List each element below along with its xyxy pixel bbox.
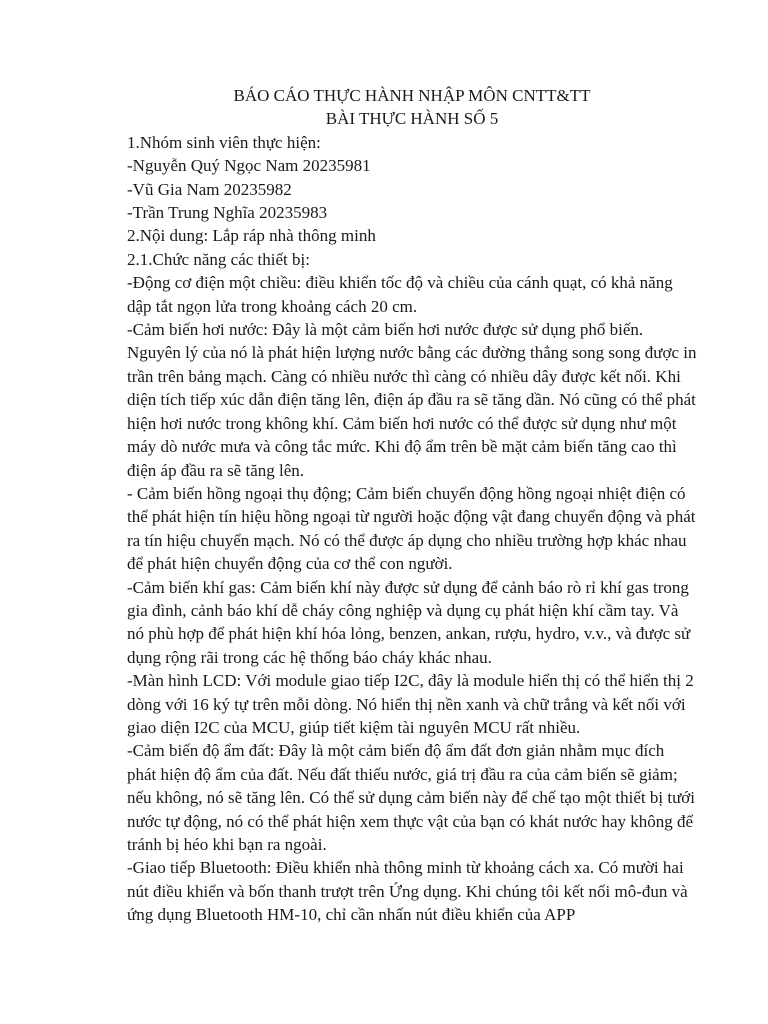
subsection-heading: 2.1.Chức năng các thiết bị: (127, 249, 310, 269)
paragraph-lcd: -Màn hình LCD: Với module giao tiếp I2C, đây là module hiển thị có thể hiển thị 2 dòng với 16 ký tự trên mỗi dòng. Nó hiển thị nền xanh và chữ trắng và kết nối với giao diện I2C của MCU, giúp tiết kiệm tài nguyên MCU rất nhiều. (127, 671, 694, 737)
paragraph-soil-sensor: -Cảm biến độ ẩm đất: Đây là một cảm biến độ ẩm đất đơn giản nhằm mục đích phát hiện độ ẩm của đất. Nếu đất thiếu nước, giá trị đầu ra của cảm biến sẽ giảm; nếu không, nó sẽ tăng lên. Có thể sử dụng cảm biến này để chế tạo một thiết bị tưới nước tự động, nó có thể phát hiện xem thực vật của bạn có khát nước hay không để tránh bị héo khi bạn ra ngoài. (127, 741, 695, 854)
paragraph-dc-motor: -Động cơ điện một chiều: điều khiển tốc độ và chiều của cánh quạt, có khả năng dập tắt ngọn lửa trong khoảng cách 20 cm. (127, 273, 673, 316)
paragraph-pir-sensor: - Cảm biến hồng ngoại thụ động; Cảm biến chuyển động hồng ngoại nhiệt điện có thể phát hiện tín hiệu hồng ngoại từ người hoặc động vật đang chuyển động và phát ra tín hiệu chuyển mạch. Nó có thể được áp dụng cho nhiều trường hợp khác nhau để phát hiện chuyển động của cơ thể con người. (127, 483, 696, 574)
member-item: -Nguyễn Quý Ngọc Nam 20235981 (127, 156, 371, 176)
paragraph-bluetooth: -Giao tiếp Bluetooth: Điều khiển nhà thông minh từ khoảng cách xa. Có mười hai nút điều khiển và bốn thanh trượt trên Ứng dụng. Khi chúng tôi kết nối mô-đun và ứng dụng Bluetooth HM-10, chỉ cần nhấn nút điều khiển của APP (127, 858, 688, 925)
member-item: -Trần Trung Nghĩa 20235983 (127, 203, 328, 223)
section-content-heading: 2.Nội dung: Lắp ráp nhà thông minh (127, 226, 376, 246)
section-group-heading: 1.Nhóm sinh viên thực hiện: (127, 132, 321, 152)
document-title (127, 84, 697, 131)
member-item: -Vũ Gia Nam 20235982 (127, 179, 292, 199)
paragraph-steam-sensor: -Cảm biến hơi nước: Đây là một cảm biến hơi nước được sử dụng phổ biến. Nguyên lý của nó là phát hiện lượng nước bằng các đường thẳng song song được in trần trên bảng mạch. Càng có nhiều nước thì càng có nhiều dây được kết nối. Khi diện tích tiếp xúc dẫn điện tăng lên, điện áp đầu ra sẽ tăng dần. Nó cũng có thể phát hiện hơi nước trong không khí. Cảm biến hơi nước có thể được sử dụng như một máy dò nước mưa và công tắc mức. Khi độ ẩm trên bề mặt cảm biến tăng cao thì điện áp đầu ra sẽ tăng lên. (127, 320, 697, 480)
paragraph-gas-sensor: -Cảm biến khí gas: Cảm biến khí này được sử dụng để cảnh báo rò rỉ khí gas trong gia đình, cảnh báo khí dễ cháy công nghiệp và dụng cụ phát hiện khí cầm tay. Và nó phù hợp để phát hiện khí hóa lỏng, benzen, ankan, rượu, hydro, v.v., và được sử dụng rộng rãi trong các hệ thống báo cháy khác nhau. (127, 577, 691, 667)
document-body (127, 131, 697, 927)
subtitle-line: BÀI THỰC HÀNH SỐ 5 (325, 109, 499, 129)
title-line: BÁO CÁO THỰC HÀNH NHẬP MÔN CNTT&TT (233, 86, 591, 105)
